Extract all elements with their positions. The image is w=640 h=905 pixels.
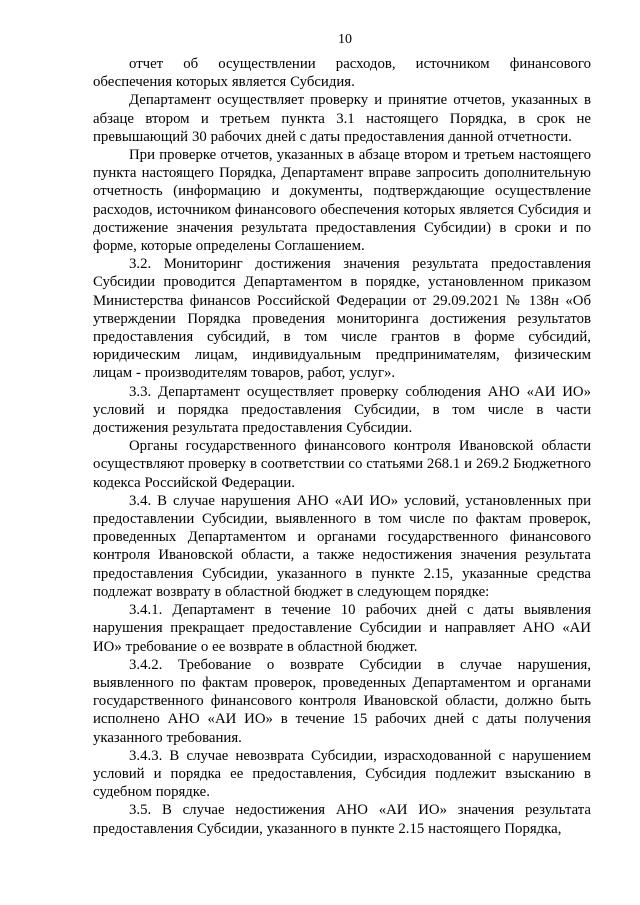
paragraph-department-review: Департамент осуществляет проверку и принятие отчетов, указанных в абзаце втором и третьем пункта 3.1 настоящего Порядка, в срок не превышающий 30 рабочих дней с даты предоставления данной отчетности. [93,92,591,145]
paragraph-3-4-violation-return: 3.4. В случае нарушения АНО «АИ ИО» условий, установленных при предоставлении Субсидии, выявленного в том числе по фактам проверок, проведенных Департаментом и органами государственного финансового контроля Ивановской области, а также недостижения значения результата предоставления Субсидии, указанного в пункте 2.15, указанные средства подлежат возврату в областной бюджет в следующем порядке: [93,492,591,600]
paragraph-3-3-compliance-check: 3.3. Департамент осуществляет проверку соблюдения АНО «АИ ИО» условий и порядка предоставления Субсидии, в том числе в части достижения результата предоставления Субсидии. [93,383,591,437]
paragraph-3-5: 3.5. В случае недостижения АНО «АИ ИО» значения результата предоставления Субсидии, указанного в пункте 2.15 настоящего Порядка, [93,802,591,837]
paragraph-3-4-2: 3.4.2. Требование о возврате Субсидии в случае нарушения, выявленного по фактам проверок, проведенных Департаментом и органами государственного финансового контроля Ивановской области, должно быть исполнено АНО «АИ ИО» в течение 15 рабочих дней с даты получения указанного требования. [93,656,591,746]
paragraph-3-2-monitoring: 3.2. Мониторинг достижения значения результата предоставления Субсидии проводится Департаментом в порядке, установленном приказом Министерства финансов Российской Федерации от 29.09.2021 № 138н «Об утверждении Порядка проведения мониторинга достижения результатов предоставления субсидий, в том числе грантов в форме субсидий, юридическим лицам, индивидуальным предпринимателям, физическим лицам - производителям товаров, работ, услуг». [93,256,591,382]
paragraph-financial-control-bodies: Органы государственного финансового контроля Ивановской области осуществляют проверку в соответствии со статьями 268.1 и 269.2 Бюджетного кодекса Российской Федерации. [93,438,591,491]
page-number: 10 [338,32,352,47]
paragraph-3-4-3: 3.4.3. В случае невозврата Субсидии, израсходованной с нарушением условий и порядка ее предоставления, Субсидия подлежит взысканию в судебном порядке. [93,747,591,801]
paragraph-additional-reporting: При проверке отчетов, указанных в абзаце втором и третьем настоящего пункта настоящего Порядка, Департамент вправе запросить дополнительную отчетность (информацию и документы, подтверждающие осуществление расходов, источником финансового обеспечения которых является Субсидия и достижение значения результата предоставления Субсидии) в сроки и по форме, которые определены Соглашением. [93,147,591,255]
paragraph-report-expenses: отчет об осуществлении расходов, источником финансового обеспечения которых является Субсидия. [93,56,591,91]
paragraph-3-4-1: 3.4.1. Департамент в течение 10 рабочих дней с даты выявления нарушения прекращает предоставление Субсидии и направляет АНО «АИ ИО» требование о ее возврате в областной бюджет. [93,602,591,655]
